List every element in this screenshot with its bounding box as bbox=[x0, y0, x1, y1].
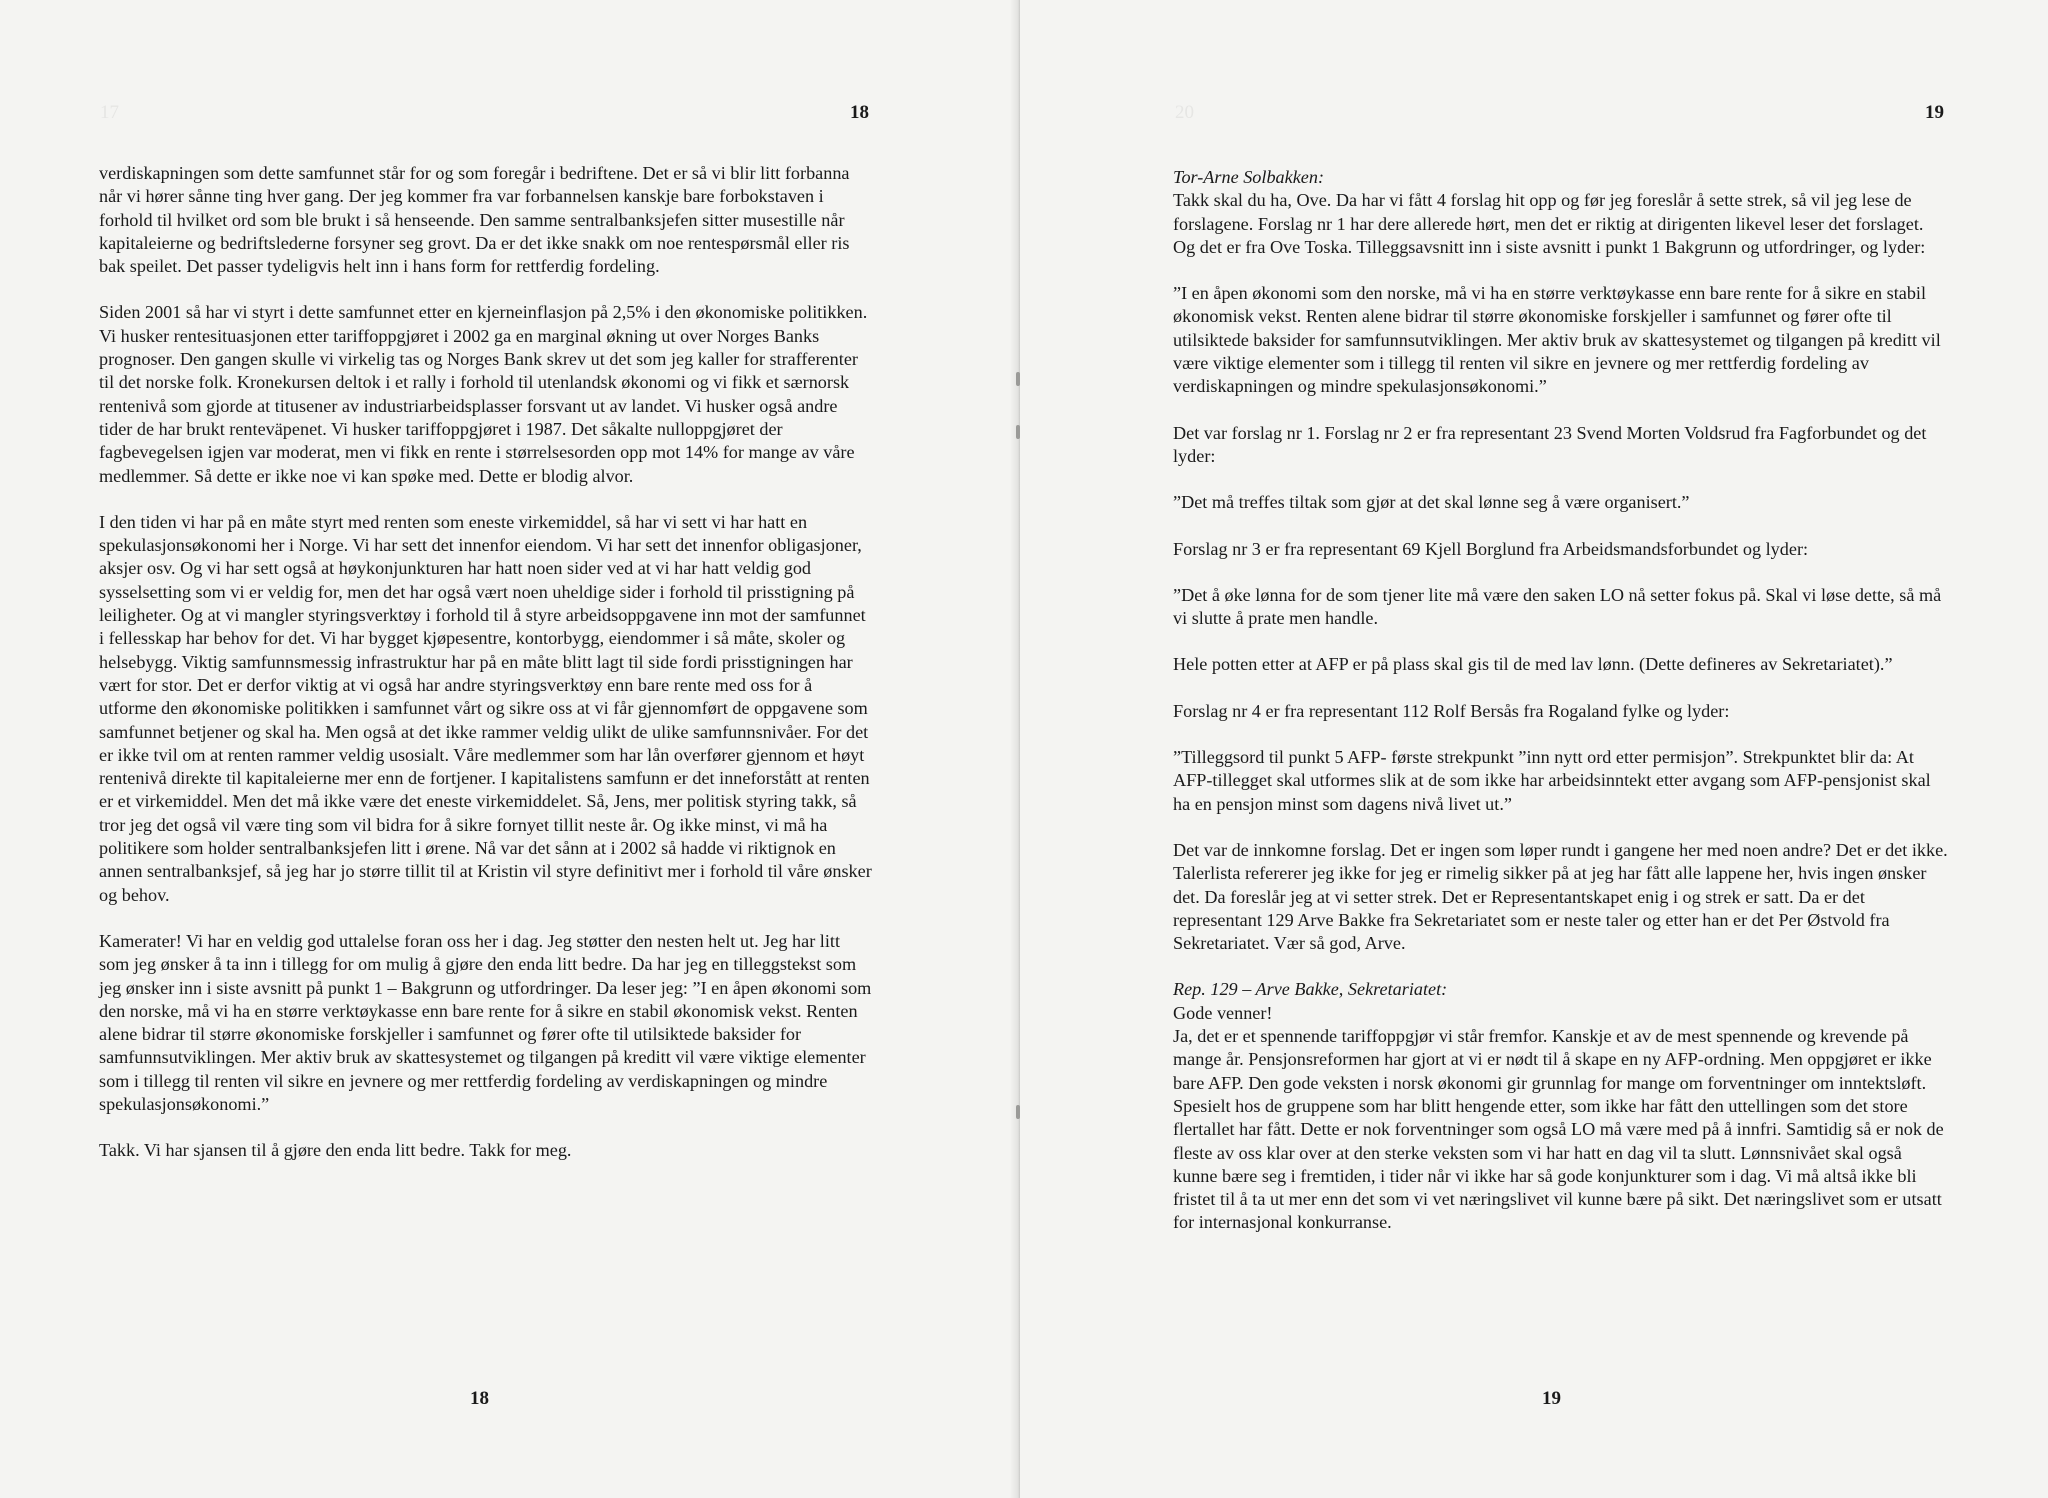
right-bottom-page-number: 19 bbox=[1542, 1388, 1561, 1409]
right-paragraph: Hele potten etter at AFP er på plass skal gis til de med lav lønn. (Dette defineres av Sekretariatet).” bbox=[1173, 654, 1893, 675]
right-top-page-number: 19 bbox=[1925, 102, 1944, 123]
left-top-page-number: 18 bbox=[850, 102, 869, 123]
right-paragraph: Forslag nr 3 er fra representant 69 Kjell Borglund fra Arbeidsmandsforbundet og lyder: bbox=[1173, 538, 1809, 559]
right-paragraph: Det var forslag nr 1. Forslag nr 2 er fra representant 23 Svend Morten Voldsrud fra Fagforbundet og det lyder: bbox=[1173, 422, 1927, 466]
right-ghost-page-number: 20 bbox=[1175, 102, 1194, 123]
right-paragraph: ”Det må treffes tiltak som gjør at det skal lønne seg å være organisert.” bbox=[1173, 492, 1690, 513]
left-bottom-page-number: 18 bbox=[470, 1388, 489, 1409]
greeting: Gode venner! bbox=[1173, 1002, 1273, 1023]
right-paragraph: ”I en åpen økonomi som den norske, må vi ha en større verktøykasse enn bare rente for å sikre en stabil økonomisk vekst. Renten alene bidrar til større økonomiske forskjeller i samfunnet og fører ofte til utilsiktede baksider for samfunnsutviklingen. Mer aktiv bruk av skattesystemet og tilgangen på kreditt vil være viktige elementer som i tillegg til renten vil sikre en jevnere og mer rettferdig fordeling av verdiskapningen og mindre spekulasjonsøkonomi.” bbox=[1173, 283, 1941, 397]
left-body-text bbox=[99, 162, 874, 1186]
right-paragraph: Takk skal du ha, Ove. Da har vi fått 4 forslag hit opp og før jeg foreslår å sette strek, så vil jeg lese de forslagene. Forslag nr 1 har dere allerede hørt, men det er riktig at dirigenten likevel leser det forslaget. Og det er fra Ove Toska. Tilleggsavsnitt inn i siste avsnitt i punkt 1 Bakgrunn og utfordringer, og lyder: bbox=[1173, 190, 1926, 257]
left-paragraph: Takk. Vi har sjansen til å gjøre den enda litt bedre. Takk for meg. bbox=[99, 1140, 572, 1161]
left-paragraph: I den tiden vi har på en måte styrt med renten som eneste virkemiddel, så har vi sett vi har hatt en spekulasjonsøkonomi her i Norge. Vi har sett det innenfor eiendom. Vi har sett det innenfor obligasjoner, aksjer osv. Og vi har sett også at høykonjunkturen har hatt noen sider ved at vi har hatt veldig god sysselsetting som vi er veldig for, men det har også vært noen uheldige sider i forhold til prisstigning på leiligheter. Og at vi mangler styringsverktøy i forhold til å styre arbeidsoppgavene inn mot der samfunnet i fellesskap har behov for det. Vi har bygget kjøpesentre, kontorbygg, eiendommer i så måte, skoler og helsebygg. Viktig samfunnsmessig infrastruktur har på en måte blitt lagt til side fordi prisstigningen har vært for stor. Det er derfor viktig at vi også har andre styringsverktøy enn bare rente med oss for å utforme den økonomiske politikken i samfunnet vårt og sikre oss at vi får gjennomført de oppgavene som samfunnet betjener og skal ha. Men også at det ikke rammer veldig ulikt de ulike samfunnsnivåer. For det er ikke tvil om at renten rammer veldig usosialt. Våre medlemmer som har lån overfører gjennom et høyt rentenivå direkte til kapitaleierne mer enn de fortjener. I kapitalistens samfunn er det inneforstått at renten er et virkemiddel. Men det må ikke være det eneste virkemiddelet. Så, Jens, mer politisk styring takk, så tror jeg det også vil være ting som vil bidra for å sikre fornyet tillit neste år. Og ikke minst, vi må ha politikere som holder sentralbanksjefen litt i ørene. Nå var det sånn at i 2002 så hadde vi riktignok en annen sentralbanksjef, så jeg har jo større tillit til at Kristin vil styre definitivt mer i forhold til våre ønsker og behov. bbox=[99, 511, 872, 905]
right-paragraph: Det var de innkomne forslag. Det er ingen som løper rundt i gangene her med noen andre? Det er det ikke. Talerlista refererer jeg ikke for jeg er rimelig sikker på at jeg har fått alle lappene her, hvis ingen ønsker det. Da foreslår jeg at vi setter strek. Det er Representantskapet enig i og strek er satt. Da er det representant 129 Arve Bakke fra Sekretariatet som er neste taler og etter han er det Per Østvold fra Sekretariatet. Vær så god, Arve. bbox=[1173, 839, 1948, 954]
right-page bbox=[1020, 0, 2048, 1498]
left-page bbox=[0, 0, 1018, 1498]
left-paragraph: verdiskapningen som dette samfunnet står for og som foregår i bedriftene. Det er så vi blir litt forbanna når vi hører sånne ting hver gang. Der jeg kommer fra var forbannelsen kanskje bare forbokstaven i forhold til hvilket ord som ble brukt i så henseende. Den samme sentralbanksjefen sitter musestille når kapitaleierne og bedriftslederne forsyner seg grovt. Da er det ikke snakk om noe rentespørsmål eller ris bak speilet. Det passer tydeligvis helt inn i hans form for rettferdig fordeling. bbox=[99, 163, 850, 277]
speaker-name: Tor-Arne Solbakken: bbox=[1173, 167, 1325, 187]
right-paragraph: Ja, det er et spennende tariffoppgjør vi står fremfor. Kanskje et av de mest spennende og krevende på mange år. Pensjonsreformen har gjort at vi er nødt til å skape en ny AFP-ordning. Men oppgjøret er ikke bare AFP. Den gode veksten i norsk økonomi gir grunnlag for mange om forventninger om inntektsløft. Spesielt hos de gruppene som har blitt hengende etter, som ikke har fått den uttellingen som det store flertallet har fått. Dette er nok forventninger som også LO må være med på å innfri. Samtidig så er nok de fleste av oss klar over at den sterke veksten som vi har hatt en dag vil ta slutt. Lønnsnivået skal også kunne bære seg i fremtiden, i tider når vi ikke har så gode konjunkturer som i dag. Vi må altså ikke bli fristet til å ta ut mer enn det som vi vet næringslivet vil kunne bære på sikt. Det næringslivet som er utsatt for internasjonal konkurranse. bbox=[1173, 1026, 1944, 1233]
right-body-text bbox=[1173, 166, 1948, 1258]
right-paragraph: Forslag nr 4 er fra representant 112 Rolf Bersås fra Rogaland fylke og lyder: bbox=[1173, 700, 1730, 721]
right-paragraph: ”Tilleggsord til punkt 5 AFP- første strekpunkt ”inn nytt ord etter permisjon”. Strekpunktet blir da: At AFP-tillegget skal utformes slik at de som ikke har arbeidsinntekt etter avgang som AFP-pensjonist skal ha en pensjon minst som dagens nivå livet ut.” bbox=[1173, 747, 1931, 814]
left-paragraph: Kamerater! Vi har en veldig god uttalelse foran oss her i dag. Jeg støtter den nesten helt ut. Jeg har litt som jeg ønsker å ta inn i tillegg for om mulig å gjøre den enda litt bedre. Da har jeg en tilleggstekst som jeg ønsker inn i siste avsnitt på punkt 1 – Bakgrunn og utfordringer. Da leser jeg: ”I en åpen økonomi som den norske, må vi ha en større verktøykasse enn bare rente for å sikre en stabil økonomisk vekst. Renten alene bidrar til større økonomiske forskjeller i samfunnet og fører ofte til utilsiktede baksider for samfunnsutviklingen. Mer aktiv bruk av skattesystemet og tilgangen på kreditt vil være viktige elementer som i tillegg til renten vil sikre en jevnere og mer rettferdig fordeling av verdiskapningen og mindre spekulasjonsøkonomi.” bbox=[99, 930, 872, 1114]
left-paragraph: Siden 2001 så har vi styrt i dette samfunnet etter en kjerneinflasjon på 2,5% i den økonomiske politikken. Vi husker rentesituasjonen etter tariffoppgjøret i 2002 ga en marginal økning ut over Norges Banks prognoser. Den gangen skulle vi virkelig tas og Norges Bank skrev ut det som jeg kaller for strafferenter til det norske folk. Kronekursen deltok i et rally i forhold til utenlandsk økonomi og vi fikk et særnorsk rentenivå som gjorde at titusener av industriarbeidsplasser forsvant ut av landet. Vi husker også andre tider de har brukt renteväpenet. Vi husker tariffoppgjøret i 1987. Det såkalte nulloppgjøret der fagbevegelsen igjen var moderat, men vi fikk en rente i størrelsesorden opp mot 14% for mange av våre medlemmer. Så dette er ikke noe vi kan spøke med. Dette er blodig alvor. bbox=[99, 302, 868, 486]
speaker-name: Rep. 129 – Arve Bakke, Sekretariatet: bbox=[1173, 979, 1448, 1000]
right-paragraph: ”Det å øke lønna for de som tjener lite må være den saken LO nå setter fokus på. Skal vi løse dette, så må vi slutte å prate men handle. bbox=[1173, 584, 1942, 629]
left-ghost-page-number: 17 bbox=[100, 102, 119, 123]
